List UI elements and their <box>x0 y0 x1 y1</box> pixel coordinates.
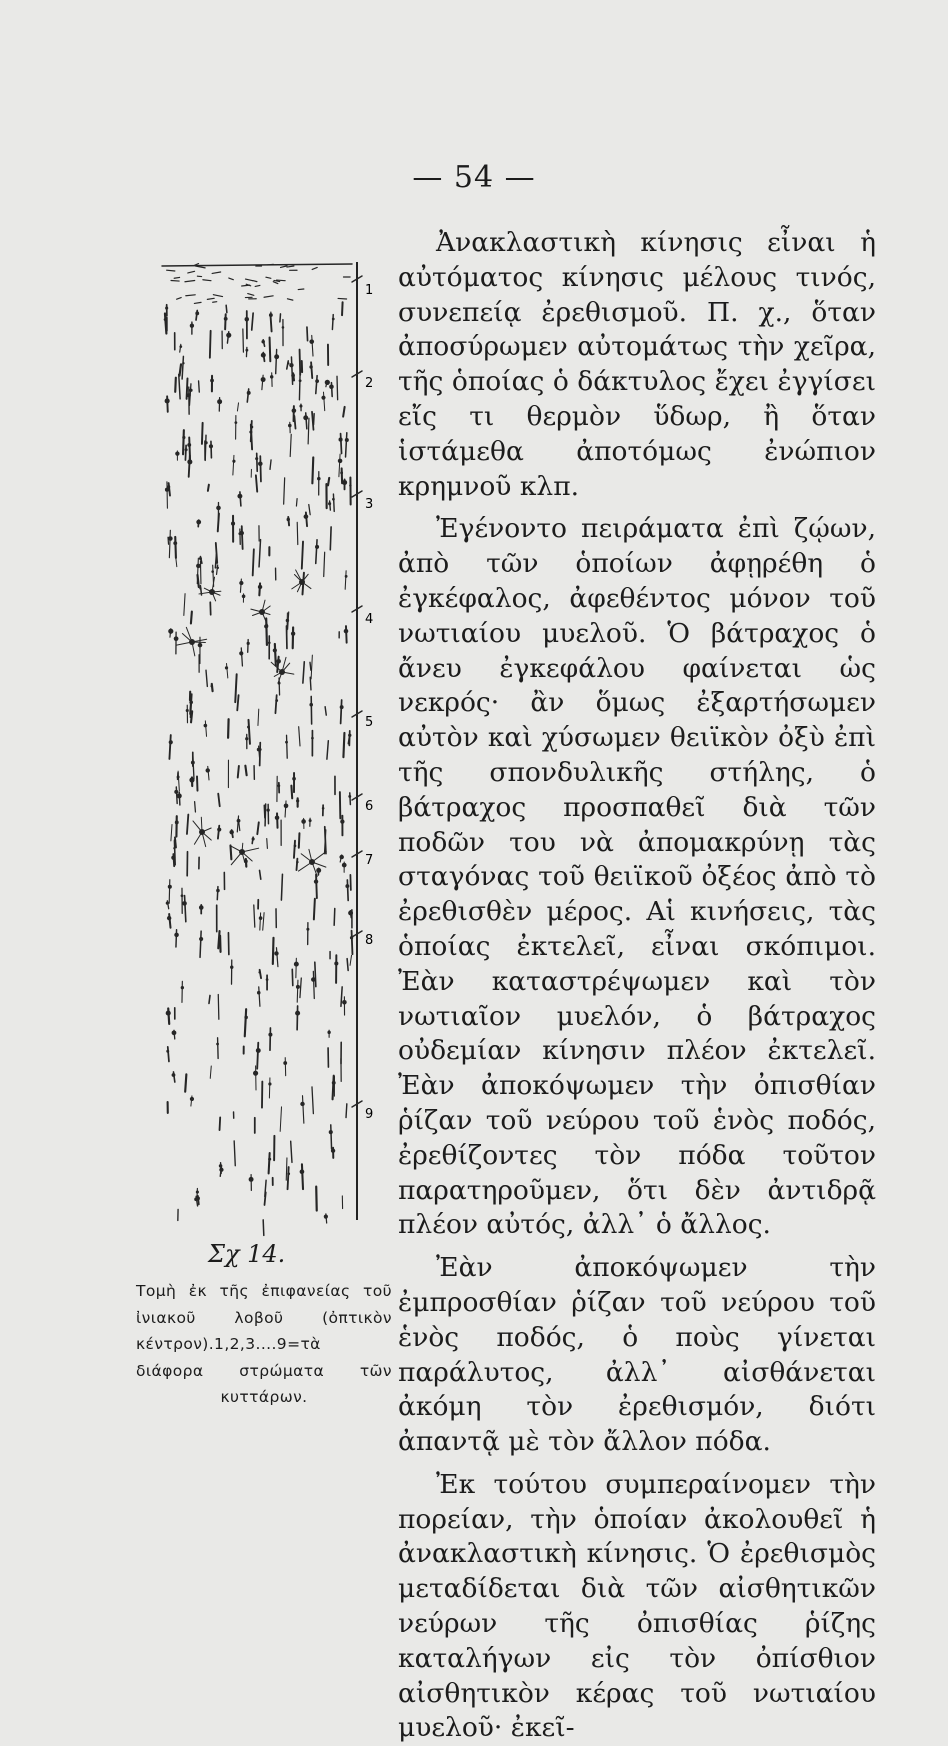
figure-caption-block <box>136 1240 392 1411</box>
paragraph-4: Ἐκ τούτου συμπεραίνομεν τὴν πορείαν, τὴν ὁποίαν ἀκολουθεῖ ἡ ἀνακλαστικὴ κίνησις. Ὁ ἐρεθισμὸς μεταδίδεται διὰ τῶν αἰσθητικῶν νεύρων τῆς ὀπισθίας ῥίζης καταλήγων εἰς τὸν ὀπίσθιον αἰσθητικὸν κέρας τοῦ νωτιαίου μυελοῦ· ἐκεῖ- <box>398 1468 876 1746</box>
layer-number-3: 3 <box>365 497 373 512</box>
neuron-cells <box>162 264 353 1236</box>
layer-number-4: 4 <box>365 612 373 627</box>
layer-number-6: 6 <box>365 799 373 814</box>
layer-number-2: 2 <box>365 376 373 391</box>
body-text <box>398 226 876 1746</box>
layer-number-9: 9 <box>365 1107 373 1122</box>
page-number: — 54 — <box>0 160 948 195</box>
paragraph-2: Ἐγένοντο πειράματα ἐπὶ ζῴων, ἀπὸ τῶν ὁποίων ἀφῃρέθη ὁ ἐγκέφαλος, ἀφεθέντος μόνον τοῦ νωτιαίου μυελοῦ. Ὁ βάτραχος ὁ ἄνευ ἐγκεφάλου φαίνεται ὡς νεκρός· ἂν ὅμως ἐξαρτήσωμεν αὐτὸν καὶ χύσωμεν θειϊκὸν ὀξὺ ἐπὶ τῆς σπονδυλικῆς στήλης, ὁ βάτραχος προσπαθεῖ διὰ τῶν ποδῶν του νὰ ἀπομακρύνῃ τὰς σταγόνας τοῦ θειϊκοῦ ὀξέος ἀπὸ τὸ ἐρεθισθὲν μέρος. Αἱ κινήσεις, τὰς ὁποίας ἐκτελεῖ, εἶναι σκόπιμοι. Ἐὰν καταστρέψωμεν καὶ τὸν νωτιαῖον μυελόν, ὁ βάτραχος οὐδεμίαν κίνησιν πλέον ἐκτελεῖ. Ἐὰν ἀποκόψωμεν τὴν ὀπισθίαν ῥίζαν τοῦ νεύρου τοῦ ἑνὸς ποδός, ἐρεθίζοντες τὸν πόδα τοῦτον παρατηροῦμεν, ὅτι δὲν ἀντιδρᾷ πλέον αὐτός, ἀλλ᾽ ὁ ἄλλος. <box>398 512 876 1243</box>
cortex-section-illustration <box>152 252 387 1237</box>
layer-number-8: 8 <box>365 933 373 948</box>
cortex-layers-drawing <box>152 252 387 1237</box>
figure-caption: Τομὴ ἐκ τῆς ἐπιφανείας τοῦ ἰνιακοῦ λοβοῦ (ὀπτικὸν κέντρον).1,2,3....9=τὰ διάφορα στρώματα τῶν κυττάρων. <box>136 1278 392 1411</box>
paragraph-1: Ἀνακλαστικὴ κίνησις εἶναι ἡ αὐτόματος κίνησις μέλους τινός, συνεπείᾳ ἐρεθισμοῦ. Π. χ., ὅταν ἀποσύρωμεν αὐτομάτως τὴν χεῖρα, τῆς ὁποίας ὁ δάκτυλος ἔχει ἐγγίσει εἴς τι θερμὸν ὕδωρ, ἢ ὅταν ἱστάμεθα ἀποτόμως ἐνώπιον κρημνοῦ κλπ. <box>398 226 876 504</box>
layer-number-7: 7 <box>365 853 373 868</box>
layer-number-5: 5 <box>365 715 373 730</box>
figure-label: Σχ 14. <box>208 1240 392 1268</box>
layer-number-1: 1 <box>365 283 373 298</box>
paragraph-3: Ἐὰν ἀποκόψωμεν τὴν ἐμπροσθίαν ῥίζαν τοῦ νεύρου τοῦ ἑνὸς ποδός, ὁ ποὺς γίνεται παράλυτος, ἀλλ᾽ αἰσθάνεται ἀκόμη τὸν ἐρεθισμόν, διότι ἀπαντᾷ μὲ τὸν ἄλλον πόδα. <box>398 1251 876 1460</box>
layer-labels <box>365 283 373 1122</box>
